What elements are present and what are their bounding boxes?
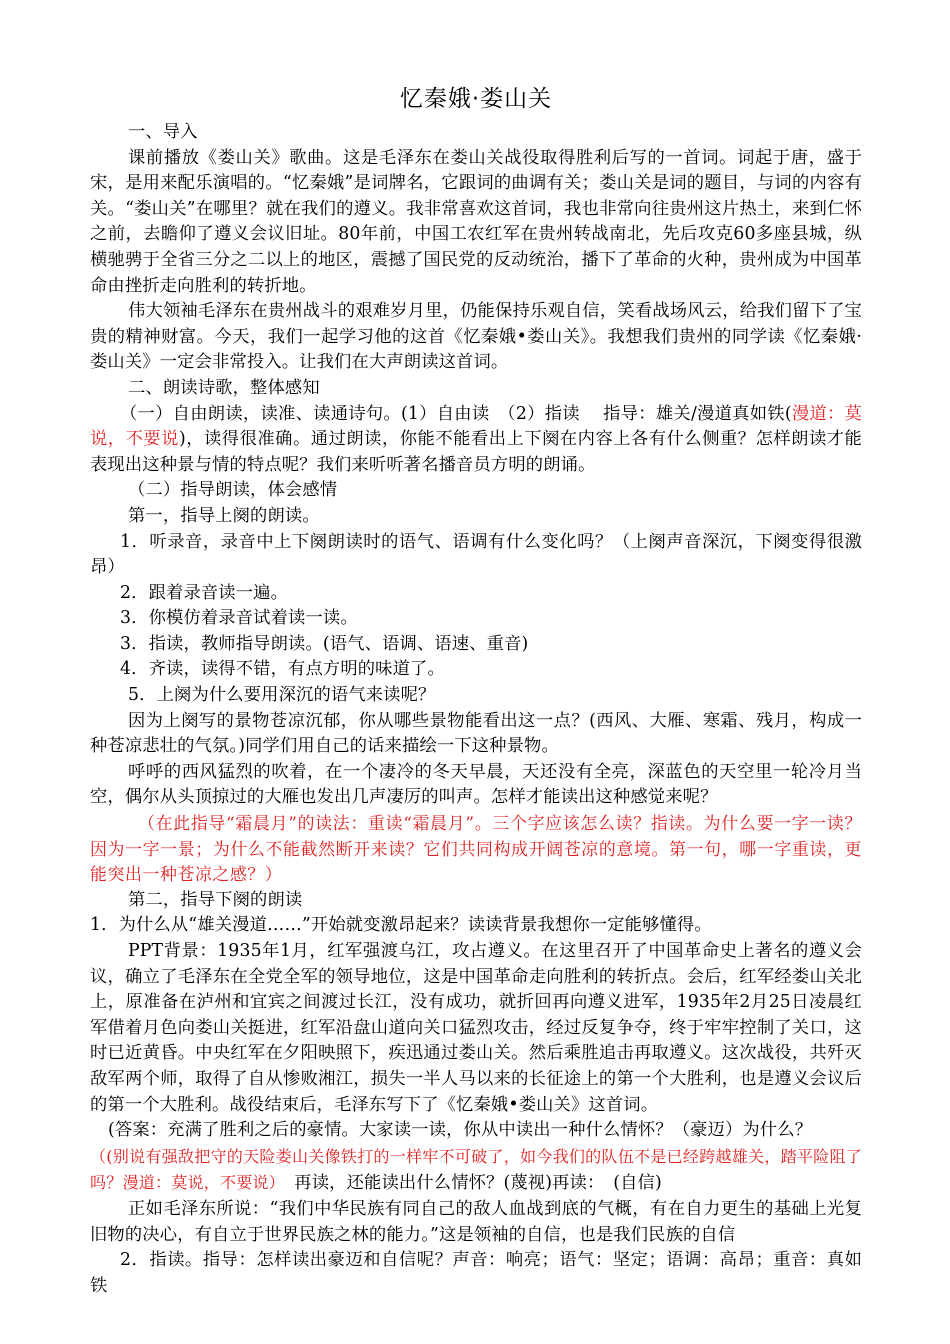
list-item-5: 5．上阕为什么要用深沉的语气来读呢？ bbox=[128, 685, 436, 706]
paragraph-free-reading bbox=[90, 402, 862, 479]
free-reading-note: 漫道：莫说，不要说 bbox=[90, 403, 862, 450]
document-title: 忆秦娥·娄山关 bbox=[399, 86, 553, 112]
reread-open: （ bbox=[90, 1146, 107, 1166]
paragraph-answer: (答案：充满了胜利之后的豪情。大家读一读，你从中读出一种什么情怀？（豪迈）为什么？ bbox=[108, 1120, 813, 1141]
list-item-1: 1．听录音，录音中上下阕朗读时的语气、语调有什么变化吗？（上阕声音深沉，下阕变得很激昂） bbox=[90, 531, 862, 578]
list-item-3: 3．你模仿着录音试着读一读。 bbox=[120, 608, 358, 629]
paragraph-reread bbox=[90, 1144, 862, 1197]
subheading-guided-reading: （二）指导朗读，体会感情 bbox=[128, 480, 338, 501]
list-item-lower-2: 2．指读。指导：怎样读出豪迈和自信呢？声音：响亮；语气：坚定；语调：高昂；重音：真如铁 bbox=[90, 1250, 862, 1296]
subheading-upper-part: 第一，指导上阕的朗读。 bbox=[128, 505, 320, 526]
paragraph-ppt-background: PPT背景：1935年1月，红军强渡乌江，攻占遵义。在这里召开了中国革命史上著名的遵义会议，确立了毛泽东在全党全军的领导地位，这是中国革命走向胜利的转折点。会后，红军经娄山关北上，原准备在泸州和宜宾之间渡过长江，没有成功，就折回再向遵义进军，1935年2月25日凌晨红军借着月色向娄山关挺进，红军沿盘山道向关口猛烈攻击，经过反复争夺，终于牢牢控制了关口，这时已近黄昏。中央红军在夕阳映照下，疾迅通过娄山关。然后乘胜追击再取遵义。这次战役，共歼灭敌军两个师，取得了自从惨败湘江，损失一半人马以来的长征途上的第一个大胜利，也是遵义会议后的第一个大胜利。战役结束后，毛泽东写下了《忆秦娥•娄山关》这首词。 bbox=[90, 941, 862, 1115]
subheading-lower-part: 第二，指导下阕的朗读 bbox=[128, 889, 303, 910]
paragraph-west-wind: 呼呼的西风猛烈的吹着，在一个凄冷的冬天早晨，天还没有全亮，深蓝色的天空里一轮冷月当空，偶尔从头顶掠过的大雁也发出几声凄厉的叫声。怎样才能读出这种感觉来呢？ bbox=[90, 761, 862, 808]
free-reading-text: （一）自由朗读，读准、读通诗句。(1）自由读 （2）指读 指导：雄关/漫道真如铁( bbox=[120, 403, 792, 424]
paragraph-scenery: 因为上阕写的景物苍凉沉郁，你从哪些景物能看出这一点？(西风、大雁、寒霜、残月，构成一种苍凉悲壮的气氛。)同学们用自己的话来描绘一下这种景物。 bbox=[90, 710, 862, 757]
list-item-2: 2．跟着录音读一遍。 bbox=[120, 582, 289, 603]
paragraph-guidance-note: （在此指导“霜晨月”的读法：重读“霜晨月”。三个字应该怎么读？指读。为什么要一字一读？因为一字一景；为什么不能截然断开来读？它们共同构成开阔苍凉的意境。第一句，哪一字重读，更能突出一种苍凉之感？） bbox=[90, 813, 862, 885]
reread-note: (别说有强敌把守的天险娄山关像铁打的一样牢不可破了，如今我们的队伍不是已经跨越雄关，踏平险阻了吗？漫道：莫说，不要说） bbox=[90, 1146, 863, 1193]
paragraph-quote: 正如毛泽东所说：“我们中华民族有同自己的敌人血战到底的气概，有在自力更生的基础上光复旧物的决心，有自立于世界民族之林的能力。”这是领袖的自信，也是我们民族的自信 bbox=[90, 1198, 862, 1245]
paragraph-intro: 课前播放《娄山关》歌曲。这是毛泽东在娄山关战役取得胜利后写的一首词。词起于唐，盛于宋，是用来配乐演唱的。“忆秦娥”是词牌名，它跟词的曲调有关；娄山关是词的题目，与词的内容有关。“娄山关”在哪里？就在我们的遵义。我非常喜欢这首词，我也非常向往贵州这片热土，来到仁怀之前，去瞻仰了遵义会议旧址。80年前，中国工农红军在贵州转战南北，先后攻克60多座县城，纵横驰骋于全省三分之二以上的地区，震撼了国民党的反动统治，播下了革命的火种，贵州成为中国革命由挫折走向胜利的转折地。 bbox=[90, 147, 862, 296]
free-reading-rest: )，读得很准确。通过朗读，你能不能看出上下阕在内容上各有什么侧重？怎样朗读才能表现出这种景与情的特点呢？我们来听听著名播音员方明的朗诵。 bbox=[90, 429, 862, 475]
list-item-4: 4．齐读，读得不错，有点方明的味道了。 bbox=[120, 659, 445, 680]
section-heading-reading: 二、朗读诗歌，整体感知 bbox=[128, 377, 320, 398]
document-page bbox=[90, 82, 862, 1299]
section-heading-intro: 一、导入 bbox=[128, 122, 198, 142]
reread-text: 再读，还能读出什么情怀？(蔑视)再读： (自信) bbox=[276, 1173, 662, 1194]
list-item-3b: 3．指读，教师指导朗读。(语气、语调、语速、重音) bbox=[120, 633, 529, 654]
paragraph-leader: 伟大领袖毛泽东在贵州战斗的艰难岁月里，仍能保持乐观自信，笑看战场风云，给我们留下了宝贵的精神财富。今天，我们一起学习他的这首《忆秦娥•娄山关》。我想我们贵州的同学读《忆秦娥·娄山关》一定会非常投入。让我们在大声朗读这首词。 bbox=[90, 301, 862, 373]
list-item-lower-1: 1．为什么从“雄关漫道……”开始就变激昂起来？读读背景我想你一定能够懂得。 bbox=[90, 915, 712, 936]
